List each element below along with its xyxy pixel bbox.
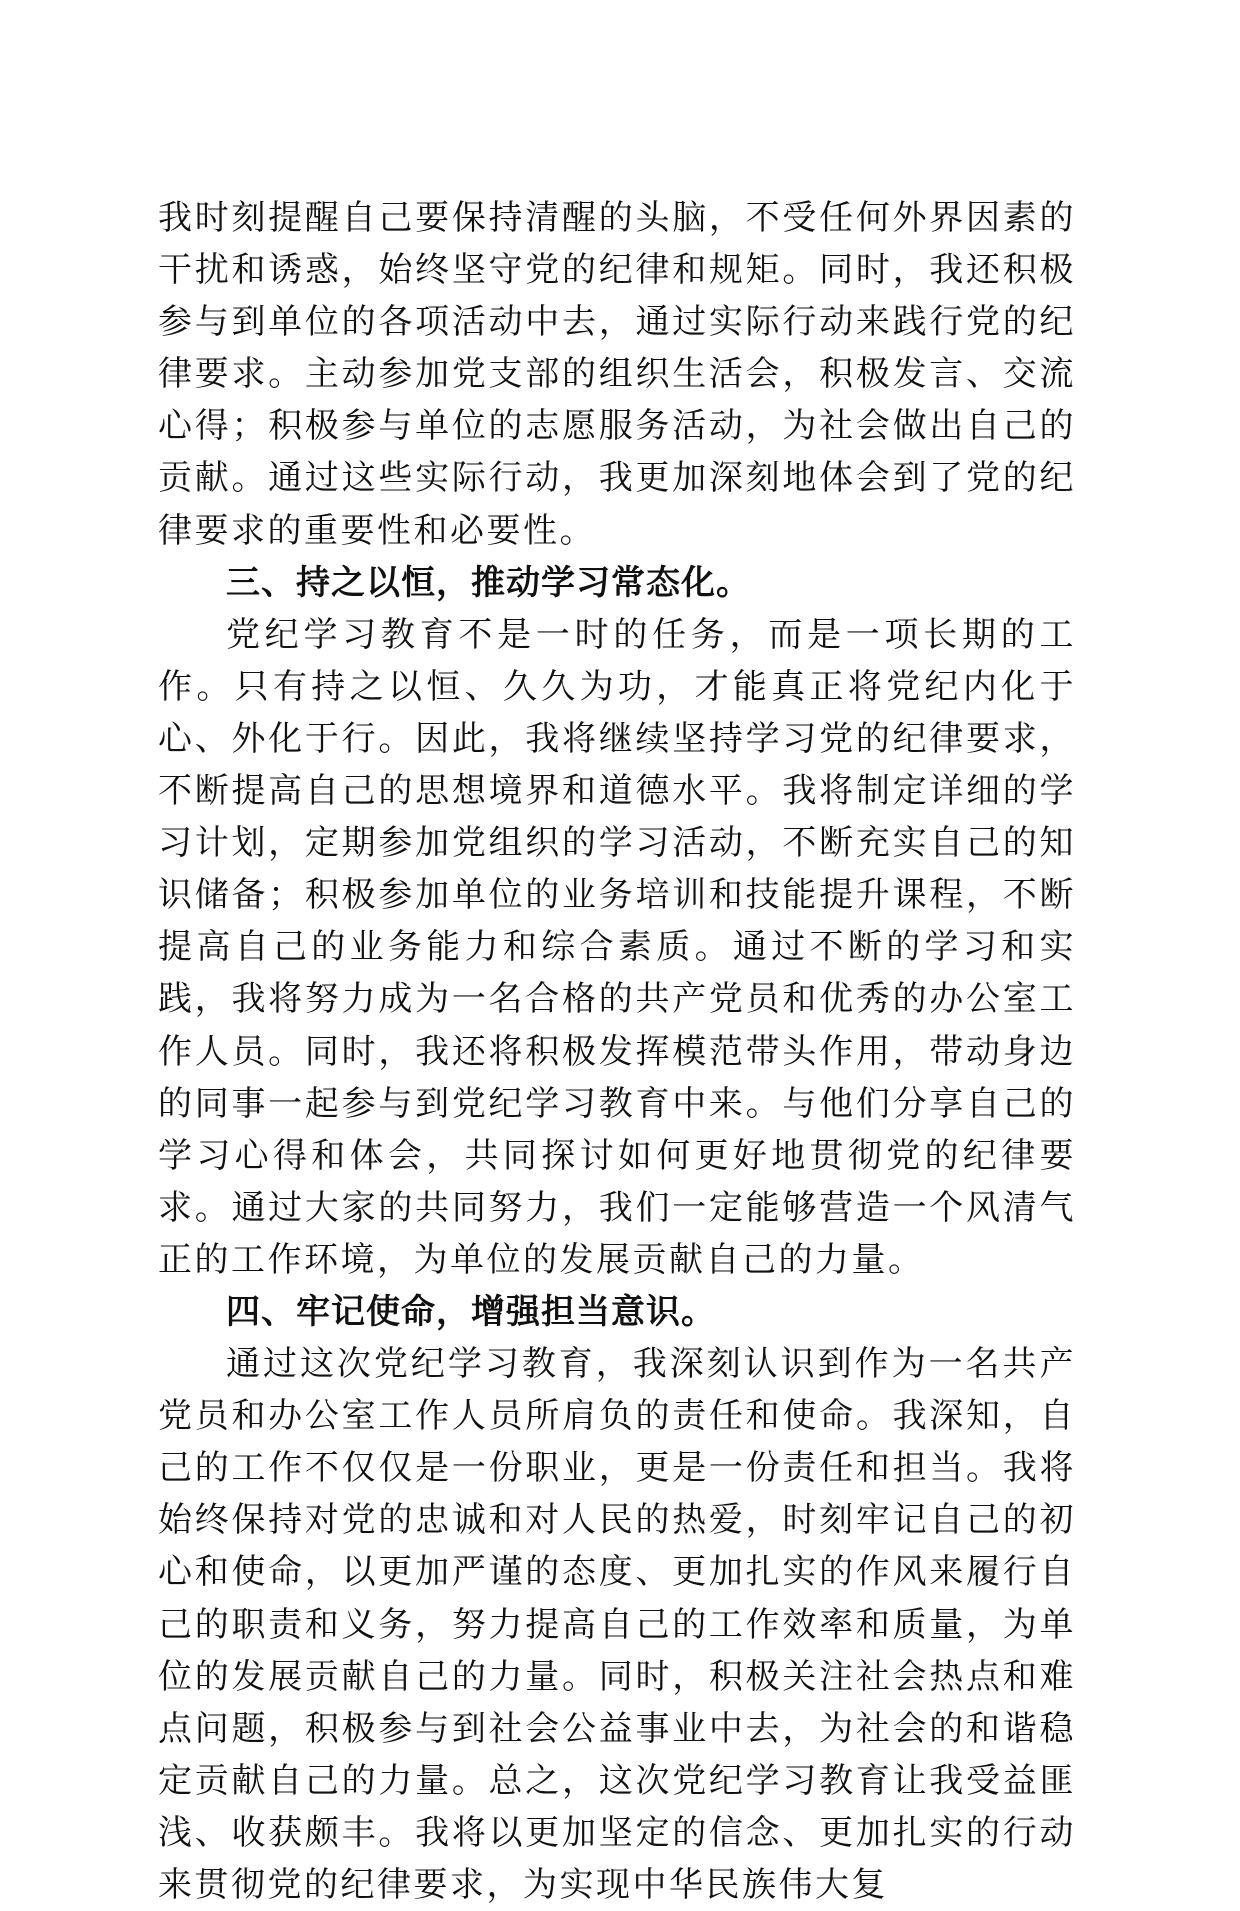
section-heading-three: 三、持之以恒，推动学习常态化。	[226, 562, 751, 603]
paragraph-section-three: 党纪学习教育不是一时的任务，而是一项长期的工作。只有持之以恒、久久为功，才能真正将党纪内化于心、外化于行。因此，我将继续坚持学习党的纪律要求，不断提高自己的思想境界和道德水平。我将制定详细的学习计划，定期参加党组织的学习活动，不断充实自己的知识储备；积极参加单位的业务培训和技能提升课程，不断提高自己的业务能力和综合素质。通过不断的学习和实践，我将努力成为一名合格的共产党员和优秀的办公室工作人员。同时，我还将积极发挥模范带头作用，带动身边的同事一起参与到党纪学习教育中来。与他们分享自己的学习心得和体会，共同探讨如何更好地贯彻党的纪律要求。通过大家的共同努力，我们一定能够营造一个风清气正的工作环境，为单位的发展贡献自己的力量。	[158, 614, 1076, 1280]
paragraph-section-four: 通过这次党纪学习教育，我深刻认识到作为一名共产党员和办公室工作人员所肩负的责任和使命。我深知，自己的工作不仅仅是一份职业，更是一份责任和担当。我将始终保持对党的忠诚和对人民的热爱，时刻牢记自己的初心和使命，以更加严谨的态度、更加扎实的作风来履行自己的职责和义务，努力提高自己的工作效率和质量，为单位的发展贡献自己的力量。同时，积极关注社会热点和难点问题，积极参与到社会公益事业中去，为社会的和谐稳定贡献自己的力量。总之，这次党纪学习教育让我受益匪浅、收获颇丰。我将以更加坚定的信念、更加扎实的行动来贯彻党的纪律要求，为实现中华民族伟大复	[158, 1344, 1076, 1905]
document-body	[158, 192, 1076, 1911]
section-heading-four: 四、牢记使命，增强担当意识。	[226, 1291, 716, 1332]
paragraph-continuation: 我时刻提醒自己要保持清醒的头脑，不受任何外界因素的干扰和诱惑，始终坚守党的纪律和规矩。同时，我还积极参与到单位的各项活动中去，通过实际行动来践行党的纪律要求。主动参加党支部的组织生活会，积极发言、交流心得；积极参与单位的志愿服务活动，为社会做出自己的贡献。通过这些实际行动，我更加深刻地体会到了党的纪律要求的重要性和必要性。	[158, 198, 1076, 551]
